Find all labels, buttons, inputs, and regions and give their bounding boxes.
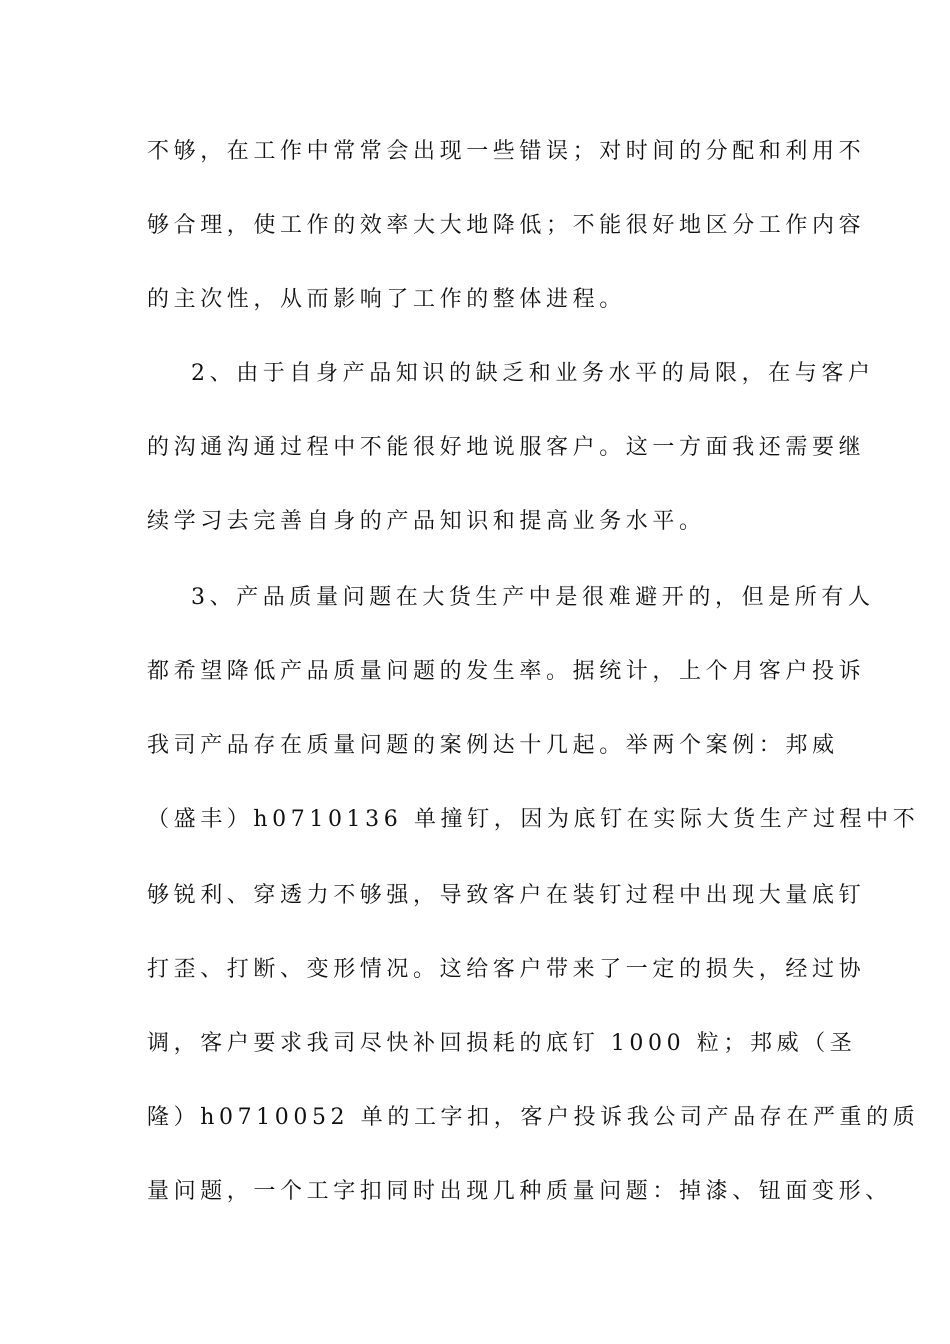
text-line-2: 够合理，使工作的效率大大地降低；不能很好地区分工作内容: [147, 213, 866, 238]
text-line-6: 续学习去完善自身的产品知识和提高业务水平。: [147, 509, 706, 534]
text-line-14: 隆）h0710052 单的工字扣，客户投诉我公司产品存在严重的质: [147, 1105, 920, 1130]
text-line-4: 2、由于自身产品知识的缺乏和业务水平的局限，在与客户: [191, 361, 875, 386]
text-line-15: 量问题，一个工字扣同时出现几种质量问题：掉漆、钮面变形、: [147, 1179, 892, 1204]
text-line-3: 的主次性，从而影响了工作的整体进程。: [147, 287, 626, 312]
text-line-12: 打歪、打断、变形情况。这给客户带来了一定的损失，经过协: [147, 957, 866, 982]
text-line-5: 的沟通沟通过程中不能很好地说服客户。这一方面我还需要继: [147, 435, 866, 460]
text-line-10: （盛丰）h0710136 单撞钉，因为底钉在实际大货生产过程中不: [147, 807, 920, 832]
text-line-8: 都希望降低产品质量问题的发生率。据统计，上个月客户投诉: [147, 659, 866, 684]
text-line-11: 够锐利、穿透力不够强，导致客户在装钉过程中出现大量底钉: [147, 883, 866, 908]
text-line-1: 不够，在工作中常常会出现一些错误；对时间的分配和利用不: [147, 139, 866, 164]
text-line-7: 3、产品质量问题在大货生产中是很难避开的，但是所有人: [191, 585, 875, 610]
text-line-13: 调，客户要求我司尽快补回损耗的底钉 1000 粒；邦威（圣: [147, 1031, 857, 1056]
text-line-9: 我司产品存在质量问题的案例达十几起。举两个案例：邦威: [147, 733, 839, 758]
